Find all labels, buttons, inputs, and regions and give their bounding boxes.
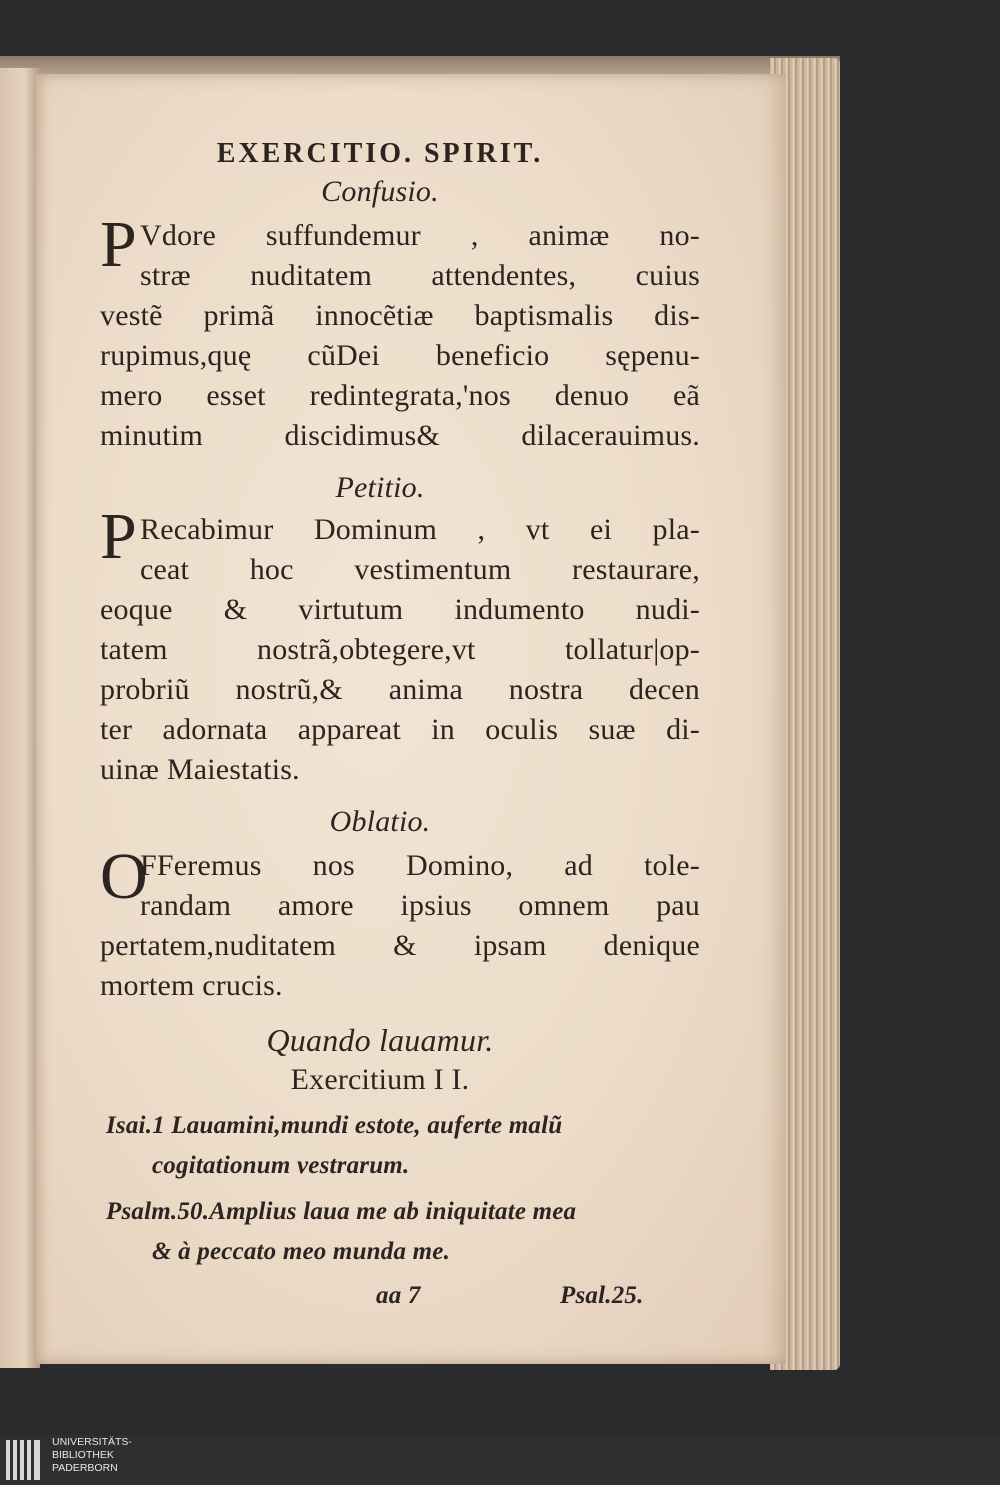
signature-mark: aa 7 [376,1282,421,1309]
text-line: rupimus,quę cũDei beneficio sępenu- [100,339,700,372]
facing-page-edge [0,68,40,1368]
drop-cap: P [100,208,137,281]
scripture-quote: cogitationum vestrarum. [152,1152,410,1179]
text-line: Vdore suffundemur , animæ no- [140,219,700,252]
text-line: mortem crucis. [100,969,283,1002]
library-logo-icon [6,1440,44,1480]
section-heading: Oblatio. [329,805,431,838]
logo-line: BIBLIOTHEK [52,1449,114,1461]
scripture-quote: Psalm.50.Amplius laua me ab iniquitate mea [106,1198,577,1225]
logo-line: PADERBORN [52,1462,118,1474]
exercise-title: Exercitium I I. [290,1063,470,1096]
running-head: EXERCITIO. SPIRIT. [216,138,544,169]
text-line: Recabimur Dominum , vt ei pla- [140,513,700,546]
text-line: eoque & virtutum indumento nudi- [100,593,700,626]
text-line: randam amore ipsius omnem pau [140,889,700,922]
library-logo-text [52,1436,202,1475]
scripture-quote: Isai.1 Lauamini,mundi estote, auferte malũ [106,1112,563,1139]
text-line: ter adornata appareat in oculis suæ di- [100,713,700,746]
book-top-edge [0,56,840,76]
text-line: vestẽ primã innocẽtiæ baptismalis dis- [100,299,700,332]
scripture-quote: & à peccato meo munda me. [152,1238,451,1265]
book-page [36,74,786,1364]
catchword: Psal.25. [560,1282,644,1309]
text-line: mero esset redintegrata,'nos denuo eã [100,379,700,412]
text-line: ceat hoc vestimentum restaurare, [140,553,700,586]
text-line: FFeremus nos Domino, ad tole- [140,849,700,882]
subtitle: Quando lauamur. [266,1022,494,1058]
drop-cap: O [100,840,148,913]
text-line: uinæ Maiestatis. [100,753,300,786]
text-line: tatem nostrã,obtegere,vt tollatur|op- [100,633,700,666]
text-line: minutim discidimus& dilacerauimus. [100,419,700,452]
section-heading: Petitio. [335,471,425,504]
text-line: stræ nuditatem attendentes, cuius [140,259,700,292]
section-heading: Confusio. [321,175,439,208]
text-line: probriũ nostrũ,& anima nostra decen [100,673,700,706]
logo-line: UNIVERSITÄTS- [52,1436,132,1448]
text-line: pertatem,nuditatem & ipsam denique [100,929,700,962]
drop-cap: P [100,500,137,573]
